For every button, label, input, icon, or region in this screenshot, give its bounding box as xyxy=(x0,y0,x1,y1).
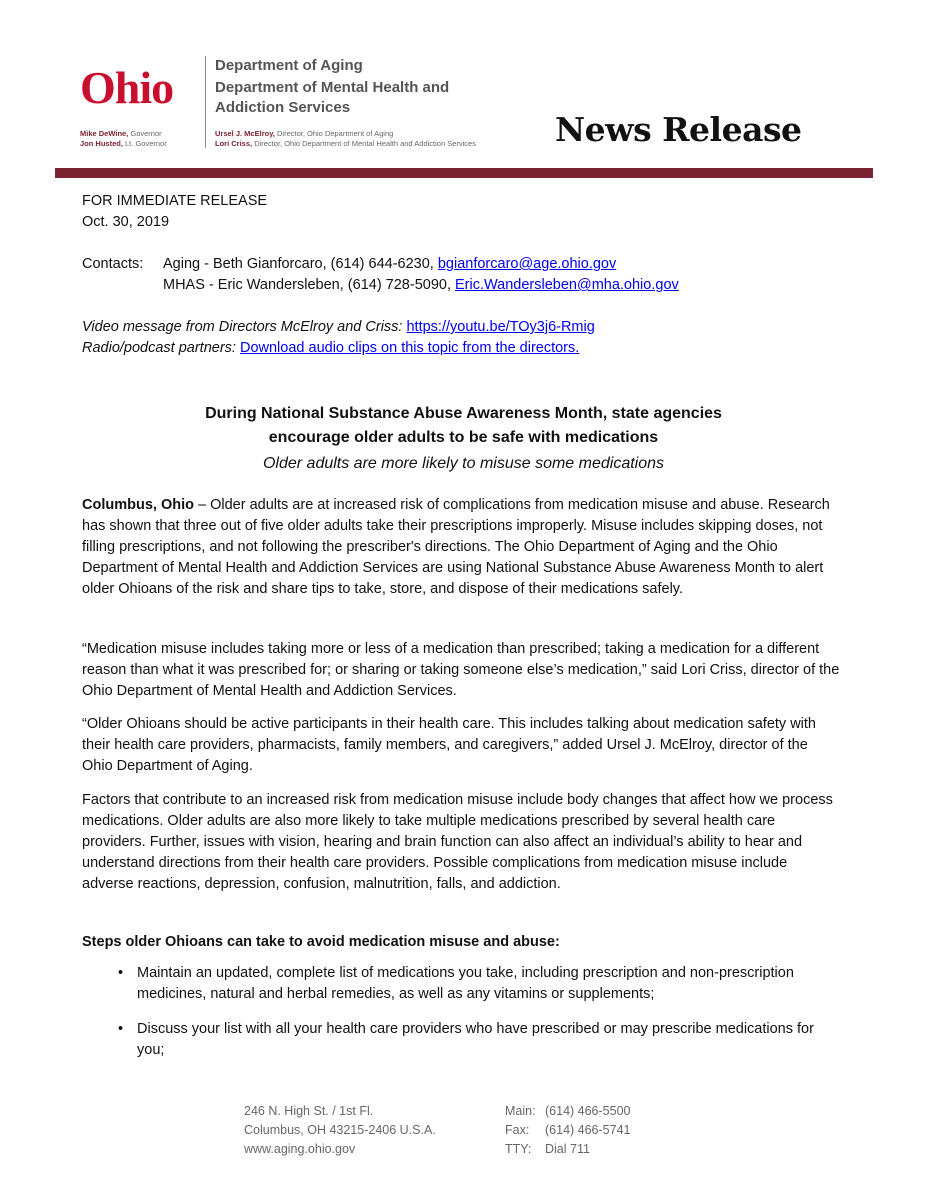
governor-role: Governor xyxy=(130,129,162,138)
radio-label: Radio/podcast partners: xyxy=(82,340,240,356)
contact-mhas-email-link[interactable]: Eric.Wandersleben@mha.ohio.gov xyxy=(455,277,679,293)
list-item-text: Discuss your list with all your health care providers who have prescribed or may prescribe medications for you; xyxy=(137,1021,814,1058)
radio-download-link[interactable]: Download audio clips on this topic from the directors. xyxy=(239,340,580,356)
footer-address-line1: 246 N. High St. / 1st Fl. xyxy=(244,1104,374,1118)
footer-fax-label: Fax: xyxy=(505,1123,530,1137)
footer-main-value: (614) 466-5500 xyxy=(545,1104,631,1118)
dept-mhas-line1: Department of Mental Health and xyxy=(215,79,450,96)
paragraph-1-text: – Older adults are at increased risk of complications from medication misuse and abuse. Research has shown that three out of five older adults take their prescriptions improperly. Misuse includes skipping doses, not filling prescriptions, and not following the prescriber's directions. The Ohio Department of Aging and the Ohio Department of Mental Health and Addiction Services are using National Substance Abuse Awareness Month to alert older Ohioans of the risk and share tips to take, store, and dispose of their medications safely. xyxy=(82,497,830,597)
footer-fax-value: (614) 466-5741 xyxy=(545,1123,631,1137)
paragraph-3: “Older Ohioans should be active participants in their health care. This includes talking about medication safety with their health care providers, pharmacists, family members, and caregivers,” added Ursel J. McElroy, director of the Ohio Department of Aging. xyxy=(82,716,816,774)
footer-tty-label: TTY: xyxy=(505,1142,532,1156)
bullet-icon: • xyxy=(118,965,124,981)
contact-aging-text: Aging - Beth Gianforcaro, (614) 644-6230, xyxy=(163,256,438,272)
footer-tty-value: Dial 711 xyxy=(545,1142,590,1156)
steps-heading: Steps older Ohioans can take to avoid medication misuse and abuse: xyxy=(82,934,560,950)
paragraph-2: “Medication misuse includes taking more or less of a medication than prescribed; taking a medication for a different reason than what it was prescribed for; or sharing or taking someone else’s medication,” said Lori Criss, director of the Ohio Department of Mental Health and Addiction Services. xyxy=(82,641,840,699)
lt-governor-name: Jon Husted, xyxy=(80,139,123,148)
ohio-logo: Ohio xyxy=(80,62,174,113)
video-link[interactable]: https://youtu.be/TOy3j6-Rmig xyxy=(406,319,595,335)
release-date: Oct. 30, 2019 xyxy=(82,214,170,230)
dateline: Columbus, Ohio xyxy=(82,497,194,513)
contacts-label: Contacts: xyxy=(82,256,144,272)
subheadline: Older adults are more likely to misuse some medications xyxy=(262,455,665,472)
contact-mhas-text: MHAS - Eric Wandersleben, (614) 728-5090, xyxy=(163,277,456,293)
footer-address-line2: Columbus, OH 43215-2406 U.S.A. xyxy=(244,1123,436,1137)
list-item-text: Maintain an updated, complete list of medications you take, including prescription and non-prescription medicines, natural and herbal remedies, as well as any vitamins or supplements; xyxy=(137,965,794,1002)
release-label: FOR IMMEDIATE RELEASE xyxy=(82,193,268,209)
dept-aging: Department of Aging xyxy=(215,57,363,74)
footer-main-label: Main: xyxy=(505,1104,536,1118)
contact-mhas xyxy=(163,275,679,296)
director2-name: Lori Criss, xyxy=(215,139,253,148)
contact-aging xyxy=(163,254,616,275)
video-label: Video message from Directors McElroy and Criss: xyxy=(82,319,407,335)
footer-address xyxy=(244,1102,436,1159)
footer-phones xyxy=(505,1102,630,1159)
paragraph-4: Factors that contribute to an increased risk from medication misuse include body changes that affect how we process medications. Older adults are also more likely to take multiple medications prescribed by several health care providers. Further, issues with vision, hearing and brain function can also affect an individual’s ability to hear and understand directions from their health care providers. Possible complications from medication misuse include adverse reactions, depression, confusion, malnutrition, falls, and addiction. xyxy=(82,792,833,892)
headline-line2: encourage older adults to be safe with medications xyxy=(268,429,659,446)
dept-mhas-line2: Addiction Services xyxy=(215,99,351,116)
bullet-icon: • xyxy=(118,1021,124,1037)
contact-aging-email-link[interactable]: bgianforcaro@age.ohio.gov xyxy=(437,256,617,272)
director1-role: Director, Ohio Department of Aging xyxy=(276,129,394,138)
director-credits xyxy=(215,129,476,149)
news-release-title: News Release xyxy=(555,110,802,149)
lt-governor-role: Lt. Governor xyxy=(125,139,167,148)
header-divider xyxy=(205,56,206,148)
director1-name: Ursel J. McElroy, xyxy=(215,129,275,138)
footer-website: www.aging.ohio.gov xyxy=(244,1142,356,1156)
governor-credits xyxy=(80,129,167,149)
director2-role: Director, Ohio Department of Mental Health and Addiction Services xyxy=(254,139,476,148)
radio-partners xyxy=(82,338,579,359)
video-message xyxy=(82,317,595,338)
headline-line1: During National Substance Abuse Awareness Month, state agencies xyxy=(205,405,722,422)
governor-name: Mike DeWine, xyxy=(80,129,129,138)
paragraph-1 xyxy=(82,495,842,600)
header-bar xyxy=(55,168,873,178)
department-names xyxy=(215,56,449,118)
